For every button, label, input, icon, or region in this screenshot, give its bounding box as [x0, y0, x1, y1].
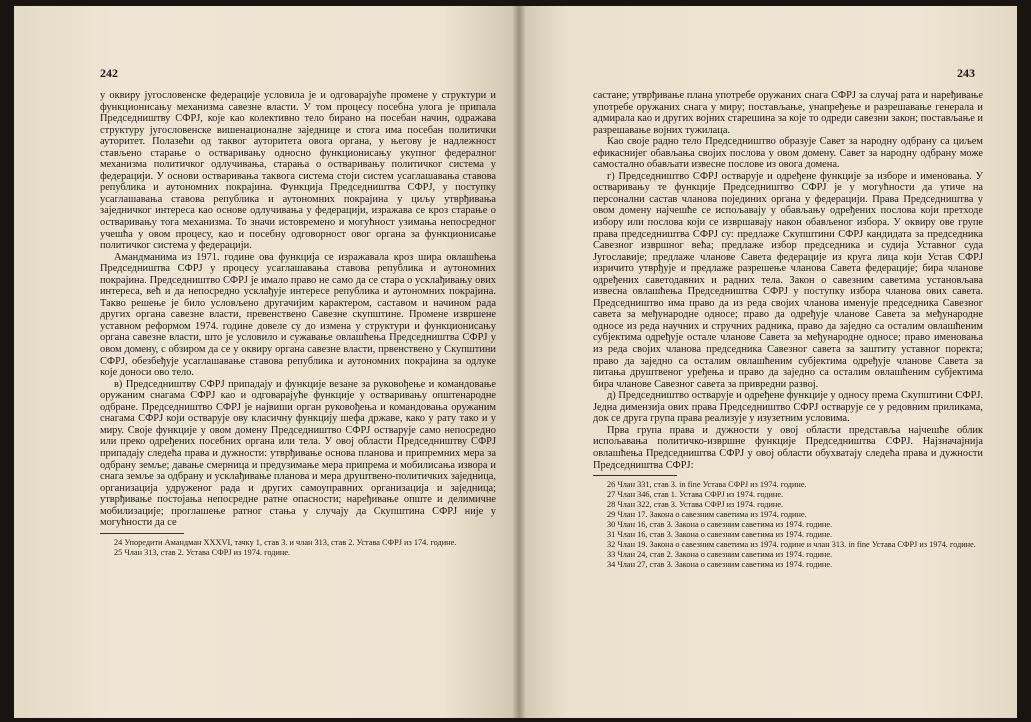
footnote: 34 Члан 27, став 3. Закона о савезним саветима из 1974. године.: [607, 560, 833, 570]
page-number: 243: [957, 66, 975, 80]
footnote: 26 Члан 331, став 3. in fine Устава СФРЈ из 1974. године.: [607, 480, 807, 490]
footnote: 29 Члан 17. Закона о савезним саветима из 1974. године.: [607, 510, 807, 520]
footnote: 32 Члан 19. Закона о савезним саветима из 1974. године и члан 313. in fine Устава СФРЈ из 1974. године.: [607, 540, 976, 550]
footnote-rule: [593, 475, 677, 476]
paragraph: г) Председништво СФРЈ остварује и одређене функције за изборе и именовања. У остваривању те функције Председништво СФРЈ је у могућности да утиче на персонални састав чланова појединих органа у федерацији. Права Председништва у овом домену најчешће се испољавају у обављању одређених послова који претходе избору или послова који се извршавају након обављеног избора. У оквиру ове групе права председништва СФРЈ су: предлаже Скупштини СФРЈ кандидата за председника Савезног извршног већа; предлаже избор председника и судија Уставног суда Југославије; предлаже чланове Савета федерације из круга лица који Устав СФРЈ изричито утврђује и предлаже разрешење чланова Савета федерације; бира чланове одређених саветодавних и радних тела. Закон о савезним саветима установљава извесна овлашћења Председништва СФРЈ у поступку избора чланова ових савета. Председништво има право да из реда својих чланова именује председника Савезног савета за међународне односе; право да одређује чланове Савета за међународне односе из реда научних и стручних радника, право да заједно са осталим овлашћеним субјектима одређује остале чланове Савета за међународне односе; право именовања из реда својих чланова председника Савезног савета за заштиту уставног поректа; право да заједно са осталим овлашћеним субјектима одређује чланове Савета за питања друштвеног уређења и право да заједно са осталим овлашћеним субјектима бира чланове Савезног савета за привредни развој.: [593, 170, 983, 390]
paragraph: састане; утврђивање плана употребе оружаних снага СФРЈ за случај рата и наређивање употребе оружаних снага у миру; постављање, унапређење и разрешавање генерала и адмирала као и других војних старешина за које то одреди савезни закон; постављање и разрешавање војних тужилаца.: [593, 90, 983, 136]
paragraph: д) Председништво остварује и одређене функције у односу према Скупштини СФРЈ. Једна димензија ових права Председништво СФРЈ остварује се у редовним приликама, док се друга група права реализује у изузетним условима.: [593, 390, 983, 425]
paragraph: Као своје радно тело Председништво образује Савет за народну одбрану са циљем ефикаснијег обављања својих послова у овом домену. Савет за народну одбрану може самостално обављати извесне послове из овога домена.: [593, 136, 983, 171]
footnote: 25 Члан 313, став 2. Устава СФРЈ из 1974. године.: [114, 547, 291, 557]
book-gutter: [512, 6, 526, 718]
left-page: [14, 6, 519, 718]
right-page: [519, 6, 1017, 718]
paragraph: Прва група права и дужности у овој области представља најчешће облик испољавања политичко-извршне функције Председништва СФРЈ. Најзначајнија овлашћења Председништва СФРЈ у овој области обухватају следећа права и дужности Председништва СФРЈ:: [593, 424, 983, 471]
page-number: 242: [100, 66, 118, 80]
paragraph: у оквиру југословенске федерације условила је и одговарајуће промене у структури и функционисању механизма савезне власти. У том процесу посебна улога је припала Председништву СФРЈ, које као колективно тело бирано на посебан начин, одражава структуру југословенске вишенационалне заједнице и стога има посебан политички ауторитет. Полазећи од таквог ауторитета овога органа, у његову је надлежност стављено старање о остваривању односно функционисању укупног федералног механизма политичког одлучивања, старања о остваривању политичког система у федерацији. У основи остваривања таквога система стоји систем усаглашавања ставова република и аутономних покрајина. Функција Председништва СФРЈ, у поступку усаглашавања ставова република и аутономних покрајина у циљу утврђивања заједничког интереса као основе одлучивања у федерацији, изражава се кроз старање о остваривању тога механизма. То значи истовремено и могућност узимања непосредног учешћа у овом процесу, као и посебну одговорност овог органа за функционисање политичког система у федерацији.: [100, 90, 496, 252]
paragraph: Амандманима из 1971. године ова функција се изражавала кроз шира овлашћења Председништва СФРЈ у процесу усаглашавања ставова република и аутономних покрајина. Председништво СФРЈ је имало право не само да се стара о усклађивању ових интереса, већ и да непосредно усклађује интересе република и аутономних покрајина. Такво решење је било условљено другачијим карактером, саставом и начином рада других органа савезне власти, превенствено Савезне скупштине. Промене извршене уставном реформом 1974. године довеле су до измена у структури и функционисању органа савезне власти, што је условило и сужавање овлашћења Председништва СФРЈ у овом домену, с обзиром да се у оквиру органа савезне власти, првенствено у Скупштини СФРЈ, обезбеђује усаглашавање ставова република и аутономних покрајина за одлуке које доноси ово тело.: [100, 251, 496, 379]
footnote: 30 Члан 16, став 3. Закона о савезним саветима из 1974. године.: [607, 520, 833, 530]
footnote: 27 Члан 346, став 1. Устава СФРЈ из 1974. године.: [607, 490, 784, 500]
book-spread: [14, 6, 1017, 718]
footnotes: [593, 480, 983, 570]
left-body: [100, 90, 496, 558]
footnote: 28 Члан 322, став 3. Устава СФРЈ из 1974. године.: [607, 500, 784, 510]
right-body: [593, 90, 983, 570]
footnotes: [100, 538, 496, 558]
paragraph: в) Председништву СФРЈ припадају и функције везане за руковођење и командовање оружаним снагама СФРЈ као и одговарајуће функције у остваривању општенародне одбране. Председништво СФРЈ је највиши орган руковођења и командовања оружаним снагама СФРЈ који остварује ову класичну функцију шефа државе, како у рату тако и у миру. Своје функције у овом домену Председништво СФРЈ остварује само непосредно или преко одређених посебних органа или тела. У овој области Председништву СФРЈ припадају следећа права и дужности: утврђивање основа планова и припремних мера за одбрану земље; давање смерница и предузимање мера припрема и мобилисања извора и снага земље за одбрану и усклађивање планова и мера друштвено-политичких заједница, организација удруженог рада и других самоуправних организација и заједница; утврђивање постојања непосредне ратне опасности; наређивање опште и делимичне мобилизације; проглашење ратног стања у случају да Скупштина СФРЈ није у могућности да се: [100, 378, 496, 529]
footnote: 31 Члан 16, став 3. Закона о савезним саветима из 1974. године.: [607, 530, 833, 540]
footnote: 24 Упоредити Амандман XXXVI, тачку 1, став 3. и члан 313, став 2. Устава СФРЈ из 174. године.: [114, 537, 457, 547]
footnote-rule: [100, 533, 184, 534]
footnote: 33 Члан 24, став 2. Закона о савезним саветима из 1974. године.: [607, 550, 833, 560]
